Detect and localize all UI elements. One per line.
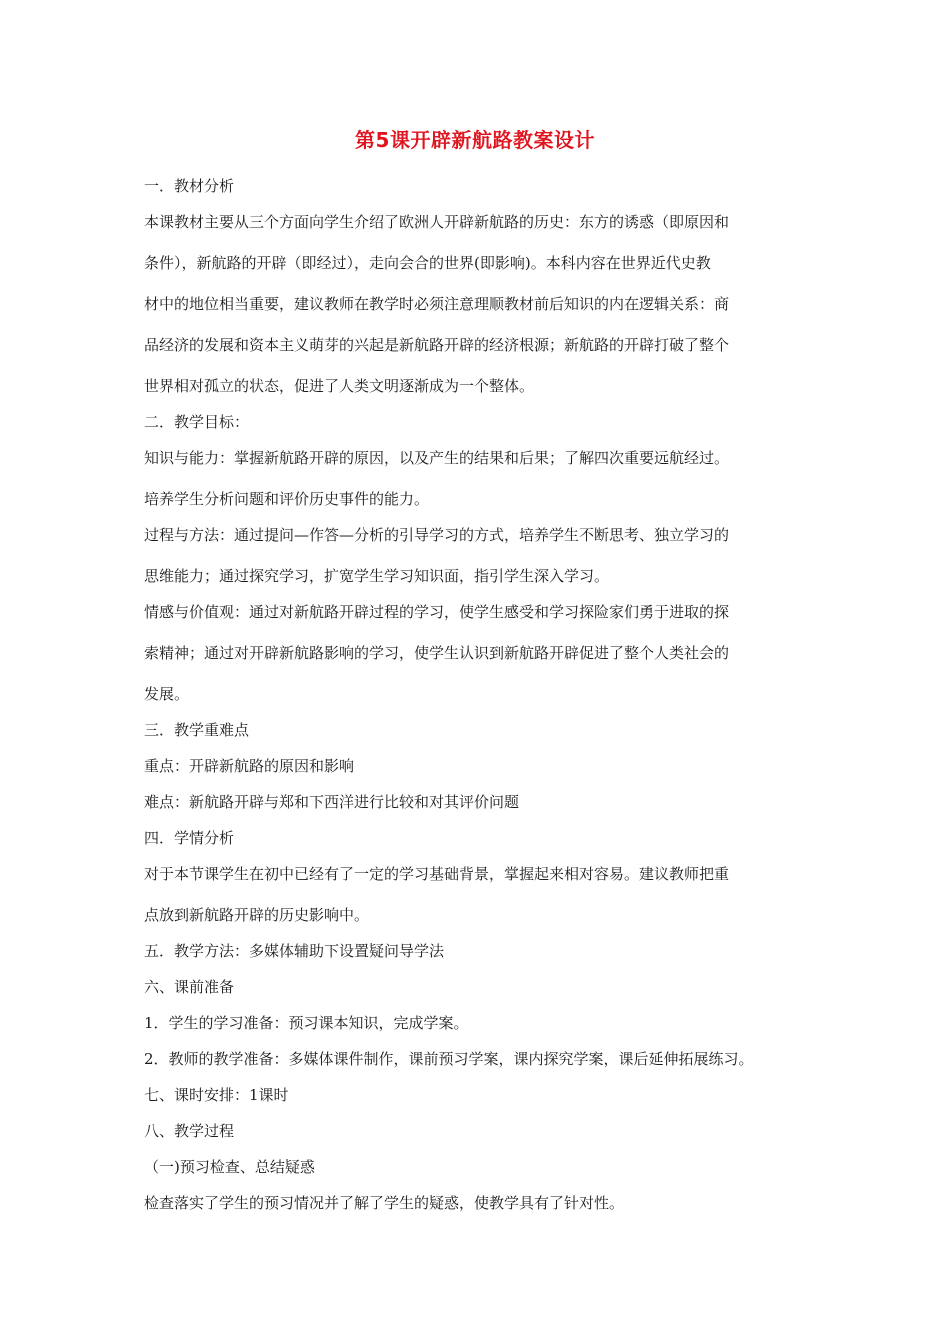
document-title: 第5课开辟新航路教案设计 — [355, 128, 595, 152]
section-heading: 三．教学重难点 — [144, 721, 250, 739]
paragraph-line: 条件），新航路的开辟（即经过），走向会合的世界(即影响)。本科内容在世界近代史教 — [144, 254, 711, 272]
section-heading: 二．教学目标： — [144, 413, 250, 431]
paragraph-line: 过程与方法：通过提问—作答—分析的引导学习的方式，培养学生不断思考、独立学习的 — [144, 526, 730, 544]
paragraph-line: 点放到新航路开辟的历史影响中。 — [144, 906, 370, 924]
document-body — [144, 176, 824, 1214]
paragraph-line: 世界相对孤立的状态，促进了人类文明逐渐成为一个整体。 — [144, 377, 535, 395]
list-item: 2．教师的教学准备：多媒体课件制作，课前预习学案，课内探究学案，课后延伸拓展练习。 — [144, 1050, 754, 1068]
section-heading: 七、课时安排：1课时 — [144, 1086, 289, 1104]
paragraph-line: 知识与能力：掌握新航路开辟的原因，以及产生的结果和后果；了解四次重要远航经过。 — [144, 449, 730, 467]
paragraph-line: 索精神；通过对开辟新航路影响的学习，使学生认识到新航路开辟促进了整个人类社会的 — [144, 644, 730, 662]
list-item: 1．学生的学习准备：预习课本知识，完成学案。 — [144, 1014, 469, 1032]
paragraph-line: 品经济的发展和资本主义萌芽的兴起是新航路开辟的经济根源；新航路的开辟打破了整个 — [144, 336, 730, 354]
paragraph-line: 情感与价值观：通过对新航路开辟过程的学习，使学生感受和学习探险家们勇于进取的探 — [144, 603, 730, 621]
section-heading: 八、教学过程 — [144, 1122, 235, 1140]
section-heading: 四．学情分析 — [144, 829, 235, 847]
paragraph-line: 思维能力；通过探究学习，扩宽学生学习知识面，指引学生深入学习。 — [144, 567, 610, 585]
paragraph-line: 发展。 — [144, 685, 190, 703]
subsection-heading: （一)预习检查、总结疑惑 — [144, 1158, 315, 1176]
paragraph-line: 重点：开辟新航路的原因和影响 — [144, 757, 355, 775]
section-heading: 五．教学方法：多媒体辅助下设置疑问导学法 — [144, 942, 445, 960]
paragraph-line: 本课教材主要从三个方面向学生介绍了欧洲人开辟新航路的历史：东方的诱惑（即原因和 — [144, 213, 730, 231]
paragraph-line: 检查落实了学生的预习情况并了解了学生的疑惑，使教学具有了针对性。 — [144, 1194, 625, 1212]
paragraph-line: 培养学生分析问题和评价历史事件的能力。 — [144, 490, 430, 508]
section-heading: 一．教材分析 — [144, 177, 235, 195]
paragraph-line: 材中的地位相当重要，建议教师在教学时必须注意理顺教材前后知识的内在逻辑关系：商 — [144, 295, 730, 313]
section-heading: 六、课前准备 — [144, 978, 235, 996]
paragraph-line: 对于本节课学生在初中已经有了一定的学习基础背景，掌握起来相对容易。建议教师把重 — [144, 865, 730, 883]
paragraph-line: 难点：新航路开辟与郑和下西洋进行比较和对其评价问题 — [144, 793, 520, 811]
